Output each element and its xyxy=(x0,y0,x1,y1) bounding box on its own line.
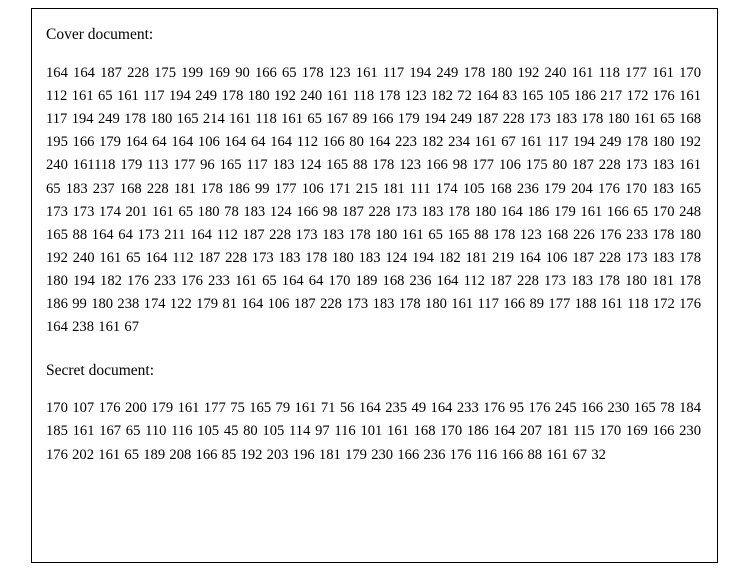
secret-document-title: Secret document: xyxy=(46,362,155,380)
cover-document-values: 164 164 187 228 175 199 169 90 166 65 178 123 161 117 194 249 178 180 192 240 161 118 177 161 170 112 161 65 161 117 194 249 178 180 192 240 161 118 178 123 182 72 164 83 165 105 186 217 172 176 161 117 194 249 178 180 165 214 161 118 161 65 167 89 166 179 194 249 187 228 173 183 178 180 161 65 168 195 166 179 164 64 164 106 164 64 164 112 166 80 164 223 182 234 161 67 161 117 194 249 178 180 192 240 161118 179 113 177 96 165 117 183 124 165 88 178 123 166 98 177 106 175 80 187 228 173 183 161 65 183 237 168 228 181 178 186 99 177 106 171 215 181 111 174 105 168 236 179 204 176 170 183 165 173 173 174 201 161 65 180 78 183 124 166 98 187 228 173 183 178 180 164 186 179 161 166 65 170 248 165 88 164 64 173 211 164 112 187 228 173 183 178 180 161 65 165 88 178 123 168 226 176 233 178 180 192 240 161 65 164 112 187 228 173 183 178 180 183 124 194 182 181 219 164 106 187 228 173 183 178 180 194 182 176 233 176 233 161 65 164 64 170 189 168 236 164 112 187 228 173 183 178 180 181 178 186 99 180 238 174 122 179 81 164 106 187 228 173 183 178 180 161 117 166 89 177 188 161 118 172 176 164 238 161 67 xyxy=(46,64,701,336)
secret-document-values: 170 107 176 200 179 161 177 75 165 79 161 71 56 164 235 49 164 233 176 95 176 245 166 230 165 78 184 185 161 167 65 110 116 105 45 80 105 114 97 116 101 161 168 170 186 164 207 181 115 170 169 166 230 176 202 161 65 189 208 166 85 192 203 196 181 179 230 166 236 176 116 166 88 161 67 32 xyxy=(46,400,701,463)
cover-document-title: Cover document: xyxy=(46,26,154,43)
section-spacer xyxy=(46,339,701,359)
document-body xyxy=(32,9,717,477)
document-frame xyxy=(31,8,718,563)
